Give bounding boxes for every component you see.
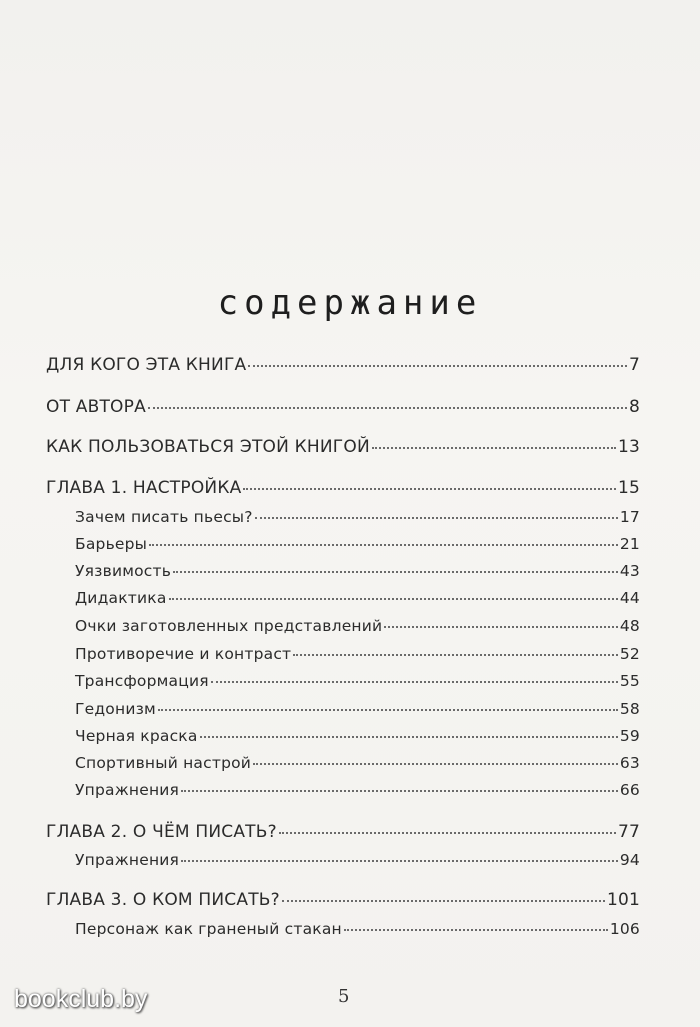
toc-page-number: 8: [628, 397, 640, 417]
dot-leader: [384, 626, 618, 628]
toc-page-number: 44: [619, 589, 640, 607]
toc-entry-label: Барьеры: [75, 535, 148, 553]
dot-leader: [243, 488, 616, 490]
dot-leader: [282, 900, 605, 902]
toc-entry-label: Зачем писать пьесы?: [75, 508, 253, 526]
toc-page-number: 101: [606, 890, 640, 910]
dot-leader: [255, 517, 618, 519]
dot-leader: [181, 790, 618, 792]
page-number: 5: [338, 986, 350, 1007]
toc-entry: [46, 478, 640, 498]
toc-entry-label: Черная краска: [75, 727, 198, 745]
toc-entry-label: Спортивный настрой: [75, 754, 252, 772]
toc-entry-label: Противоречие и контраст: [75, 645, 292, 663]
toc-page-number: 66: [619, 781, 640, 799]
dot-leader: [279, 832, 616, 834]
dot-leader: [372, 447, 616, 449]
toc-entry: [75, 781, 640, 799]
toc-page-number: 21: [619, 535, 640, 553]
toc-entry-label: ГЛАВА 1. НАСТРОЙКА: [46, 478, 242, 498]
toc-page-number: 77: [617, 822, 640, 842]
toc-entry-label: Трансформация: [75, 672, 209, 690]
toc-page-number: 17: [619, 508, 640, 526]
toc-entry-label: Упражнения: [75, 851, 180, 869]
toc-page-number: 52: [619, 645, 640, 663]
watermark: bookclub.by: [14, 985, 148, 1013]
toc-entry-label: ДЛЯ КОГО ЭТА КНИГА: [46, 355, 247, 375]
toc-entry-label: ГЛАВА 3. О КОМ ПИСАТЬ?: [46, 890, 280, 910]
toc-page-number: 13: [617, 437, 640, 457]
dot-leader: [293, 654, 618, 656]
toc-entry-label: Очки заготовленных представлений: [75, 617, 383, 635]
dot-leader: [158, 709, 618, 711]
dot-leader: [248, 365, 627, 367]
dot-leader: [253, 763, 618, 765]
toc-entry: [75, 727, 640, 745]
toc-page-number: 94: [619, 851, 640, 869]
toc-page-number: 15: [617, 478, 640, 498]
toc-entry: [75, 535, 640, 553]
toc-entry: [75, 851, 640, 869]
toc-page-number: 106: [609, 920, 640, 938]
toc-entry: [75, 589, 640, 607]
toc-entry: [75, 645, 640, 663]
toc-entry: [75, 562, 640, 580]
toc-entry: [75, 617, 640, 635]
toc-entry: [46, 355, 640, 375]
dot-leader: [181, 860, 618, 862]
toc-entry-label: Уязвимость: [75, 562, 172, 580]
dot-leader: [344, 929, 608, 931]
dot-leader: [169, 598, 618, 600]
toc-page-number: 7: [628, 355, 640, 375]
toc-entry-label: КАК ПОЛЬЗОВАТЬСЯ ЭТОЙ КНИГОЙ: [46, 437, 370, 457]
toc-entry: [46, 397, 640, 417]
dot-leader: [149, 544, 618, 546]
dot-leader: [200, 736, 618, 738]
toc-entry-label: ОТ АВТОРА: [46, 397, 146, 417]
toc-page-number: 58: [619, 700, 640, 718]
toc-entry: [75, 672, 640, 690]
dot-leader: [173, 571, 618, 573]
toc-entry: [75, 700, 640, 718]
toc-entry-label: ГЛАВА 2. О ЧЁМ ПИСАТЬ?: [46, 822, 277, 842]
toc-entry-label: Гедонизм: [75, 700, 156, 718]
toc-page-number: 55: [619, 672, 640, 690]
dot-leader: [148, 407, 627, 409]
page-title: содержание: [217, 283, 483, 323]
toc-entry-label: Дидактика: [75, 589, 167, 607]
toc-entry: [46, 890, 640, 910]
toc-entry: [75, 508, 640, 526]
toc-entry: [75, 754, 640, 772]
toc-page-number: 59: [619, 727, 640, 745]
toc-entry: [75, 920, 640, 938]
toc-entry-label: Упражнения: [75, 781, 180, 799]
toc-page-number: 48: [619, 617, 640, 635]
dot-leader: [211, 681, 618, 683]
toc-entry-label: Персонаж как граненый стакан: [75, 920, 342, 938]
toc-entry: [46, 822, 640, 842]
toc-page-number: 63: [619, 754, 640, 772]
toc-entry: [46, 437, 640, 457]
toc-page-number: 43: [619, 562, 640, 580]
